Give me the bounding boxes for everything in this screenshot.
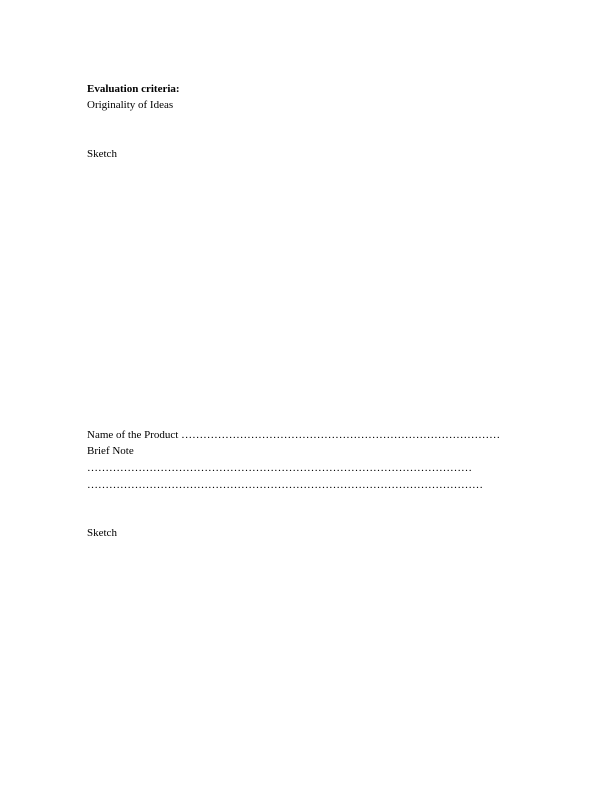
brief-note-line-1: ……………………………………………………………………………………………	[87, 462, 472, 474]
sketch-label-2: Sketch	[87, 527, 117, 539]
sketch-label-1: Sketch	[87, 148, 117, 160]
product-name-label: Name of the Product	[87, 429, 179, 441]
sketch-area-1	[87, 165, 507, 415]
brief-note-line-2: ………………………………………………………………………………………………	[87, 479, 483, 491]
sketch-area-2	[87, 545, 507, 765]
product-name-leader: ……………………………………………………………………………	[181, 429, 501, 441]
evaluation-heading: Evaluation criteria:	[87, 83, 180, 95]
brief-note-label: Brief Note	[87, 445, 134, 457]
evaluation-criterion: Originality of Ideas	[87, 99, 174, 111]
product-name-row	[87, 428, 500, 442]
